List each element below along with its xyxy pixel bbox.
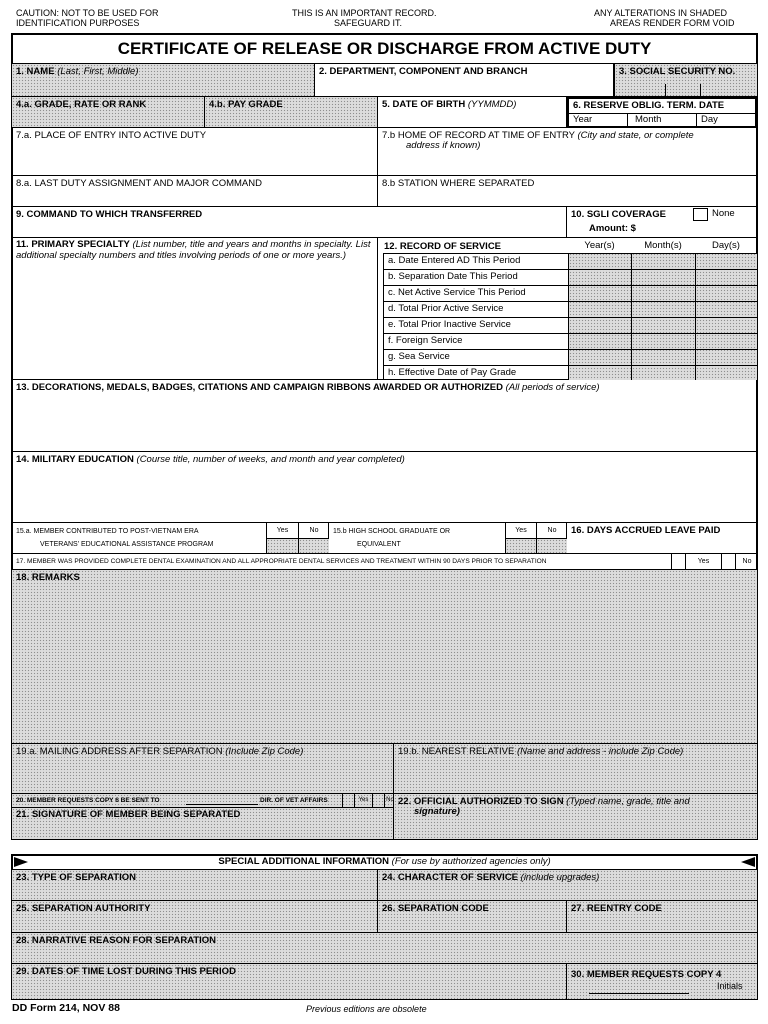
field-12-row-line-5	[383, 333, 757, 334]
form-identifier: DD Form 214, NOV 88	[12, 1002, 120, 1014]
field-30-initials-line[interactable]	[589, 993, 689, 994]
field-6-col-sep-2	[696, 113, 697, 126]
field-12-col-years: Year(s)	[584, 240, 615, 251]
field-13-hint: (All periods of service)	[505, 382, 600, 393]
field-12-row-line-1	[383, 269, 757, 270]
field-24-label: 24. CHARACTER OF SERVICE	[382, 872, 519, 883]
field-10-amount: Amount: $	[589, 223, 636, 234]
field-8a-label: 8.a. LAST DUTY ASSIGNMENT AND MAJOR COMMAND	[16, 178, 262, 189]
field-27-label: 27. REENTRY CODE	[571, 903, 662, 914]
field-6-month: Month	[635, 114, 662, 125]
field-4a-grade[interactable]	[12, 97, 205, 128]
field-17-no-box[interactable]	[735, 554, 757, 569]
field-20-label: 20. MEMBER REQUESTS COPY 6 BE SENT TO	[16, 797, 160, 804]
field-30-copy-4[interactable]	[567, 964, 757, 999]
field-1-hint: (Last, First, Middle)	[57, 66, 139, 77]
field-15b-no-box[interactable]	[536, 523, 567, 553]
field-12-row-line-3	[383, 301, 757, 302]
field-19a-hint: (Include Zip Code)	[225, 746, 304, 757]
field-21-member-signature[interactable]	[12, 808, 394, 839]
field-26-label: 26. SEPARATION CODE	[382, 903, 489, 914]
arrow-left-icon	[741, 857, 755, 867]
field-15a-no-box[interactable]	[298, 523, 329, 553]
field-15a-yes-box[interactable]	[266, 523, 298, 553]
field-15b-no-label: No	[547, 527, 557, 534]
field-10-sgli[interactable]	[567, 207, 757, 238]
special-section-hint: (For use by authorized agencies only)	[391, 856, 551, 867]
field-23-type-separation[interactable]	[12, 870, 378, 901]
field-19b-label: 19.b. NEAREST RELATIVE	[398, 746, 515, 757]
alterations-notice-line2: AREAS RENDER FORM VOID	[610, 18, 735, 28]
field-17-no-label: No	[742, 558, 752, 565]
obsolete-notice: Previous editions are obsolete	[306, 1004, 427, 1014]
field-29-time-lost[interactable]	[12, 964, 567, 999]
field-5-hint: (YYMMDD)	[467, 99, 517, 110]
field-6-year: Year	[573, 114, 593, 125]
field-17-yes-label: Yes	[697, 558, 710, 565]
field-21-label: 21. SIGNATURE OF MEMBER BEING SEPARATED	[16, 809, 241, 820]
field-12-row-a: a. Date Entered AD This Period	[388, 255, 521, 266]
field-11-hint: (List number, title and years and months in specialty. List additional specialty numbers and titles involving periods of one or more years.)	[16, 239, 371, 261]
field-15b-label-1: 15.b HIGH SCHOOL GRADUATE OR	[333, 528, 451, 535]
field-13-decorations[interactable]	[12, 380, 757, 452]
field-20-yes-box[interactable]	[354, 794, 372, 807]
field-15b-no-mark	[537, 538, 567, 553]
field-16-label: 16. DAYS ACCRUED LEAVE PAID	[571, 525, 721, 536]
field-3-label: 3. SOCIAL SECURITY NO.	[619, 66, 736, 77]
field-4b-label: 4.b. PAY GRADE	[209, 99, 283, 110]
field-24-hint: (include upgrades)	[520, 872, 600, 883]
field-20-blank-line[interactable]	[186, 804, 258, 805]
field-10-none-label: None	[712, 208, 735, 219]
field-10-label: 10. SGLI COVERAGE	[571, 209, 667, 220]
field-17-dental	[12, 554, 757, 570]
field-12-record-of-service	[378, 238, 757, 380]
form-title-row	[12, 34, 757, 64]
field-17-blank-box-2	[721, 554, 735, 569]
field-4a-label: 4.a. GRADE, RATE OR RANK	[16, 99, 147, 110]
field-15b-high-school	[329, 523, 567, 554]
field-7a-place-of-entry[interactable]	[12, 128, 378, 176]
field-4b-pay-grade[interactable]	[205, 97, 378, 128]
field-5-dob[interactable]	[378, 97, 567, 128]
field-6-subdivider	[569, 113, 755, 114]
record-notice-line2: SAFEGUARD IT.	[334, 18, 403, 28]
field-15b-yes-label: Yes	[515, 527, 527, 534]
field-22-official-signature[interactable]	[394, 794, 757, 839]
field-17-label: 17. MEMBER WAS PROVIDED COMPLETE DENTAL EXAMINATION AND ALL APPROPRIATE DENTAL SERVICES AND TREATMENT WITHIN 90 DAYS PRIOR TO SEPARATION	[16, 558, 547, 565]
field-22-label: 22. OFFICIAL AUTHORIZED TO SIGN	[398, 796, 564, 807]
field-1-label: 1. NAME	[16, 66, 55, 77]
field-9-command-transferred[interactable]	[12, 207, 567, 238]
field-20-copy-request	[12, 794, 394, 808]
field-12-row-g: g. Sea Service	[388, 351, 450, 362]
field-26-separation-code[interactable]	[378, 901, 567, 933]
field-12-row-d: d. Total Prior Active Service	[388, 303, 504, 314]
field-3-ssn[interactable]	[615, 64, 757, 97]
field-20-blank-box-2	[372, 794, 384, 807]
field-12-row-e: e. Total Prior Inactive Service	[388, 319, 511, 330]
field-18-remarks[interactable]	[12, 570, 757, 744]
field-12-row-line-2	[383, 285, 757, 286]
field-15a-yes-label: Yes	[276, 527, 289, 534]
caution-notice-line2: IDENTIFICATION PURPOSES	[16, 18, 140, 28]
field-28-narrative-reason[interactable]	[12, 933, 757, 964]
field-7b-hint-1: (City and state, or complete	[577, 130, 694, 141]
field-14-label: 14. MILITARY EDUCATION	[16, 454, 134, 465]
field-12-row-f: f. Foreign Service	[388, 335, 463, 346]
field-19b-hint: (Name and address - include Zip Code)	[516, 746, 684, 757]
caution-notice-line1: CAUTION: NOT TO BE USED FOR	[16, 8, 159, 18]
field-18-label: 18. REMARKS	[16, 572, 80, 583]
field-6-reserve-date[interactable]	[567, 97, 757, 128]
field-8b-station[interactable]	[378, 176, 757, 207]
field-6-col-sep-1	[627, 113, 628, 126]
field-20-dir-vet-affairs: DIR. OF VET AFFAIRS	[260, 797, 328, 804]
field-12-col-months: Month(s)	[644, 240, 682, 251]
field-7b-label: 7.b HOME OF RECORD AT TIME OF ENTRY	[382, 130, 575, 141]
ssn-tick-2	[700, 84, 701, 96]
field-22-hint-1: (Typed name, grade, title and	[566, 796, 690, 807]
field-12-row-line-6	[383, 349, 757, 350]
field-15a-label-2: VETERANS' EDUCATIONAL ASSISTANCE PROGRAM	[40, 541, 214, 548]
field-15a-yes-mark	[267, 538, 298, 553]
field-24-character-service[interactable]	[378, 870, 757, 901]
field-12-row-c: c. Net Active Service This Period	[388, 287, 526, 298]
field-14-hint: (Course title, number of weeks, and month and year completed)	[136, 454, 405, 465]
special-section-header	[12, 855, 757, 870]
ssn-tick-1	[665, 84, 666, 96]
field-19b-nearest-relative[interactable]	[394, 744, 757, 794]
field-17-yes-box[interactable]	[685, 554, 721, 569]
record-notice-line1: THIS IS AN IMPORTANT RECORD.	[292, 8, 437, 18]
field-7a-label: 7.a. PLACE OF ENTRY INTO ACTIVE DUTY	[16, 130, 207, 141]
special-section-title	[12, 857, 757, 867]
field-12-row-b: b. Separation Date This Period	[388, 271, 518, 282]
field-20-no-label: No	[386, 797, 394, 803]
field-5-label: 5. DATE OF BIRTH	[382, 99, 466, 110]
field-7b-home-of-record[interactable]	[378, 128, 757, 176]
field-12-row-line-4	[383, 317, 757, 318]
field-12-row-h: h. Effective Date of Pay Grade	[388, 367, 517, 378]
field-7b-hint-2: address if known)	[406, 140, 481, 151]
field-30-initials: Initials	[717, 981, 743, 991]
field-25-separation-authority[interactable]	[12, 901, 378, 933]
field-15b-yes-mark	[506, 538, 536, 553]
form-title: CERTIFICATE OF RELEASE OR DISCHARGE FROM ACTIVE DUTY	[117, 39, 652, 58]
field-15b-label-2: EQUIVALENT	[357, 541, 401, 548]
field-30-label: 30. MEMBER REQUESTS COPY 4	[571, 969, 722, 980]
alterations-notice-line1: ANY ALTERATIONS IN SHADED	[594, 8, 728, 18]
field-16-accrued-leave[interactable]	[567, 523, 757, 554]
field-6-label: 6. RESERVE OBLIG. TERM. DATE	[573, 100, 725, 111]
field-11-primary-specialty[interactable]	[12, 238, 378, 380]
field-8b-label: 8.b STATION WHERE SEPARATED	[382, 178, 535, 189]
field-29-label: 29. DATES OF TIME LOST DURING THIS PERIOD	[16, 966, 236, 977]
field-11-label	[16, 240, 372, 262]
field-15a-label-1: 15.a. MEMBER CONTRIBUTED TO POST-VIETNAM ERA	[16, 528, 199, 535]
field-19a-mailing-address[interactable]	[12, 744, 394, 794]
field-15a-no-label: No	[309, 527, 319, 534]
field-15a-vea-program	[12, 523, 329, 554]
field-6-day: Day	[701, 114, 718, 125]
field-12-row-line-7	[383, 365, 757, 366]
field-14-military-education[interactable]	[12, 452, 757, 523]
field-20-no-box[interactable]	[384, 794, 394, 807]
field-25-label: 25. SEPARATION AUTHORITY	[16, 903, 151, 914]
field-1-name[interactable]	[12, 64, 315, 97]
field-12-label: 12. RECORD OF SERVICE	[384, 241, 502, 252]
field-22-hint-2: signature)	[414, 806, 460, 817]
field-12-col-days: Day(s)	[712, 240, 740, 251]
field-8a-last-duty[interactable]	[12, 176, 378, 207]
field-9-label: 9. COMMAND TO WHICH TRANSFERRED	[16, 209, 203, 220]
field-12-row-line-0	[383, 253, 757, 254]
field-19a-label: 19.a. MAILING ADDRESS AFTER SEPARATION	[16, 746, 223, 757]
field-28-label: 28. NARRATIVE REASON FOR SEPARATION	[16, 935, 217, 946]
field-27-reentry-code[interactable]	[567, 901, 757, 933]
field-10-none-checkbox[interactable]	[693, 208, 708, 221]
field-15a-no-mark	[299, 538, 329, 553]
field-11-number: 11. PRIMARY SPECIALTY	[16, 239, 130, 250]
field-17-blank-box	[671, 554, 685, 569]
field-2-label: 2. DEPARTMENT, COMPONENT AND BRANCH	[319, 66, 528, 77]
field-2-department[interactable]	[315, 64, 615, 97]
field-20-blank-box	[342, 794, 354, 807]
field-20-yes-label: Yes	[358, 797, 369, 803]
field-15b-yes-box[interactable]	[505, 523, 536, 553]
field-13-label: 13. DECORATIONS, MEDALS, BADGES, CITATIONS AND CAMPAIGN RIBBONS AWARDED OR AUTHORIZED	[16, 382, 503, 393]
field-23-label: 23. TYPE OF SEPARATION	[16, 872, 137, 883]
special-section-label: SPECIAL ADDITIONAL INFORMATION	[218, 856, 390, 867]
